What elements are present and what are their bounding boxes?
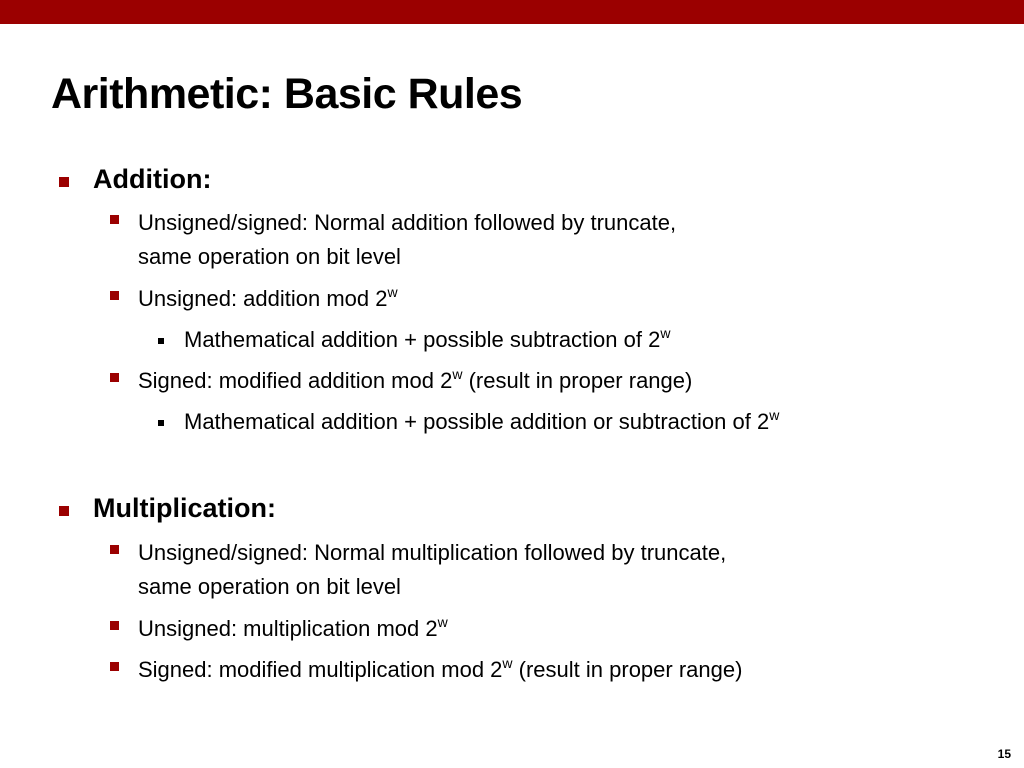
item-text xyxy=(138,282,398,316)
item-text xyxy=(138,364,692,398)
item-text-suffix: (result in proper range) xyxy=(512,657,743,682)
item-text-suffix: (result in proper range) xyxy=(462,368,693,393)
item-text-main: Signed: modified multiplication mod 2 xyxy=(138,657,503,682)
item-bullet xyxy=(110,662,119,671)
page-number: 15 xyxy=(997,747,1011,761)
item-text xyxy=(138,653,742,687)
item-text-continuation: same operation on bit level xyxy=(138,574,401,599)
superscript-w: w xyxy=(452,366,463,382)
item-text-main: Unsigned: addition mod 2 xyxy=(138,286,388,311)
sub-item-text-main: Mathematical addition + possible addition or subtraction of 2 xyxy=(184,409,770,434)
item-text xyxy=(138,612,448,646)
superscript-w: w xyxy=(769,407,780,423)
item-bullet xyxy=(110,373,119,382)
slide-title: Arithmetic: Basic Rules xyxy=(51,70,523,118)
item-text-main: Signed: modified addition mod 2 xyxy=(138,368,453,393)
superscript-w: w xyxy=(437,614,448,630)
item-bullet xyxy=(110,545,119,554)
superscript-w: w xyxy=(387,284,398,300)
sub-item-bullet xyxy=(158,420,164,426)
sub-item-bullet xyxy=(158,338,164,344)
section-bullet-multiplication xyxy=(59,506,69,516)
item-bullet xyxy=(110,291,119,300)
item-text: Unsigned/signed: Normal multiplication followed by truncate, xyxy=(138,540,727,565)
superscript-w: w xyxy=(502,655,513,671)
section-bullet-addition xyxy=(59,177,69,187)
item-bullet xyxy=(110,215,119,224)
item-text-main: Unsigned: multiplication mod 2 xyxy=(138,616,438,641)
item-text: Unsigned/signed: Normal addition followed by truncate, xyxy=(138,210,677,235)
sub-item-text xyxy=(184,323,670,357)
sub-item-text xyxy=(184,405,779,439)
section-heading-multiplication: Multiplication: xyxy=(93,493,276,523)
section-heading-addition: Addition: xyxy=(93,164,212,194)
item-text-continuation: same operation on bit level xyxy=(138,244,401,269)
superscript-w: w xyxy=(660,325,671,341)
item-bullet xyxy=(110,621,119,630)
sub-item-text-main: Mathematical addition + possible subtraction of 2 xyxy=(184,327,661,352)
